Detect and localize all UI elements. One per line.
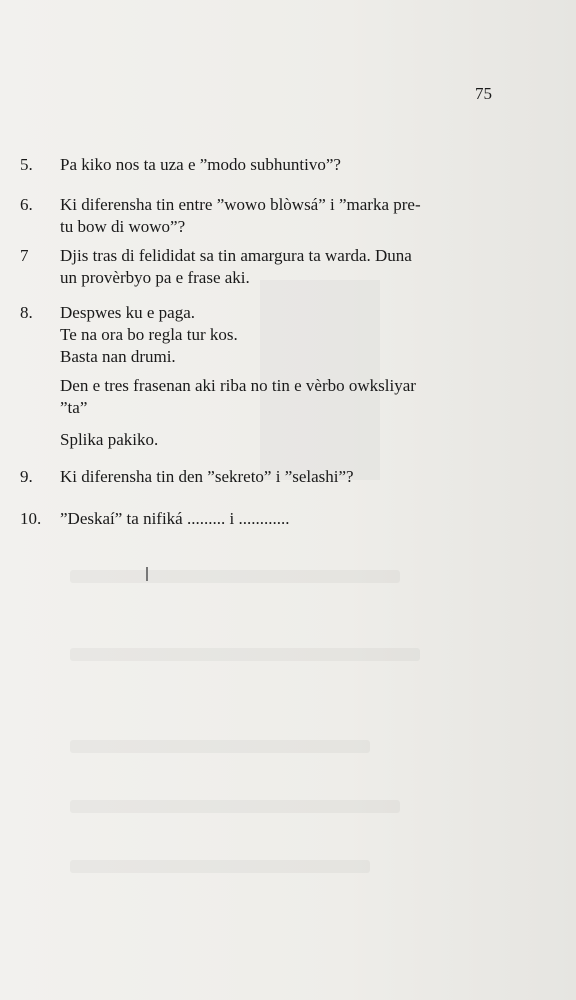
question-text: Djis tras di felididat sa tin amargura ta warda. Duna un provèrbyo pa e frase aki.	[60, 246, 412, 287]
question-number: 5.	[20, 155, 33, 174]
question-text: Ki diferensha tin entre ”wowo blòwsá” i ”marka pre- tu bow di wowo”?	[60, 195, 421, 236]
question-number: 7	[20, 246, 29, 265]
question-number: 6.	[20, 195, 33, 214]
ink-mark	[146, 567, 148, 581]
question-number: 10.	[20, 509, 42, 528]
question-number: 9.	[20, 467, 33, 486]
question-text: Den e tres frasenan aki riba no tin e vèrbo owksliyar ”ta”	[60, 376, 416, 417]
question-text: Pa kiko nos ta uza e ”modo subhuntivo”?	[60, 155, 341, 174]
question-text: Ki diferensha tin den ”sekreto” i ”selashi”?	[60, 467, 354, 486]
question-text: Despwes ku e paga. Te na ora bo regla tur kos. Basta nan drumi.	[60, 303, 238, 366]
page-number: 75	[475, 84, 492, 103]
question-number: 8.	[20, 303, 33, 322]
question-text: ”Deskaí” ta nifiká ......... i ............	[60, 509, 290, 528]
question-text: Splika pakiko.	[60, 430, 159, 449]
